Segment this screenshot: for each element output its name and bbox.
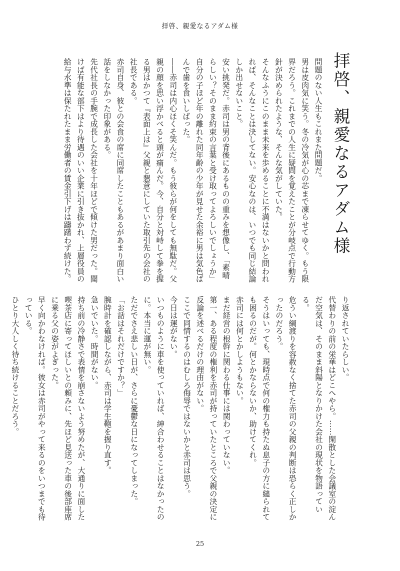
page-number: 25 — [195, 540, 205, 548]
paragraph: 代替わりの前の栄華はどこへやら。……閑散とした会議室の淀んだ空気は、そのまま斜陽となりかけた会社の現状を物語っている。 — [301, 296, 337, 521]
paragraph: 第一、ある程度の権利を赤司が持っていたところで父親の決定に反論を述べるだけの理由がない。 — [195, 296, 218, 521]
paragraph: ただでさえ悲しい日が、さらに憂鬱な日になってしまった。 — [129, 296, 139, 506]
paragraph: 赤司自身、彼との会食の席に同席したこともあるがあまり面白い話をしなかった印象がある。 — [102, 58, 125, 283]
paragraph: 腕時計を確認しながら、赤司は学生鞄を握り直す。 — [103, 296, 113, 475]
paragraph: 安い挑発だ。赤司は男の背後にあるものの重みを想像し、「素晴らしい？そのまま約束の言葉と受け取ってよろしいでしょうか」 — [208, 58, 231, 283]
paragraph: 赤司には何とかしようもない。 — [235, 296, 245, 405]
text-block-lower — [10, 296, 352, 528]
paragraph: 先代社長の手腕で成長した会社を十年ほどで傾けた男だった。聞けば有能な部下はより待遇のいい企業に引き抜かれ、上層役員の給与水準は保たれたまま労働者の賃金引下げは躊躇わず続けた。 — [63, 58, 99, 283]
paragraph: そんなふうにこのまま未来を歩めることに不満はないかと問われれば、そんなことは決してない。安心なのは、いつでも同じ結論しか出せないこと。 — [234, 58, 271, 283]
paragraph: 自分の子ほど年の離れた同年齢の少年が見せた余裕に男は気色ばんで歯を食いしばった。 — [181, 58, 205, 283]
text-block-upper — [63, 58, 325, 284]
paragraph: 今日は運がない。 — [169, 296, 179, 358]
paragraph: 危うい綱渡りを容赦なく捨てた赤司の父親の判断は恐らく正しかったのだろう。 — [274, 296, 298, 521]
paragraph: ひとり大人しく待ち続けることだろう。 — [10, 296, 20, 436]
paragraph: 持ち前の冷静さで表情を崩さないよう努めたが、大通りに面した喫茶店に寄ってほしいとの頼みに、先ほど見送った車の後部座席に乗る父の姿がよぎった。 — [50, 296, 86, 521]
paragraph: 「お話はそれだけですか？」 — [116, 296, 126, 397]
paragraph: 問題のない人生もこれまた問題だ。 — [314, 58, 323, 182]
paragraph: 男は皮肉気に笑う。冬の冷気が心の芯まで凍らせてゆく。もう限界だろう。これまでの人生に疑問を覚えたことが分岐点で行動方針が決められたような、そんな気がしていた。 — [274, 58, 310, 283]
paragraph: 急いでいた。時間がない。 — [90, 296, 100, 389]
paragraph: ここで同情するのはむしろ侮辱ではないかと赤司は思う。 — [182, 296, 192, 498]
paragraph: ――赤司は内心ほくそ笑んだ。もう彼らが何をしても無駄だ。父親の顔を思い浮かべると頭が痛んだ。今、自分と対峙して拳を握る男はかつて『表面上は』父親と懇意にしていた取引先の会社の社長である。 — [129, 58, 178, 283]
paragraph: り返されていたらしい。 — [341, 296, 350, 382]
paragraph: そうはいっても、現時点で何の権力も持たぬ息子の方に縋られても困るのだが。何とかならないか、助けてくれ。 — [248, 296, 271, 521]
paragraph: まだ経営の根幹に関わる仕事には関わっていない。 — [222, 296, 232, 475]
paragraph: 早く向かわなければ。彼女は赤司がやって来るのをいつまでも待っている。 — [24, 296, 47, 521]
chapter-title: 拝啓、親愛なるアダム様 — [331, 52, 350, 256]
running-header: 拝啓、親愛なるアダム様 — [161, 22, 239, 30]
paragraph: いつものように車を使っていれば、紳合わせることはなかったのに。本当に運が無い。 — [142, 296, 166, 521]
